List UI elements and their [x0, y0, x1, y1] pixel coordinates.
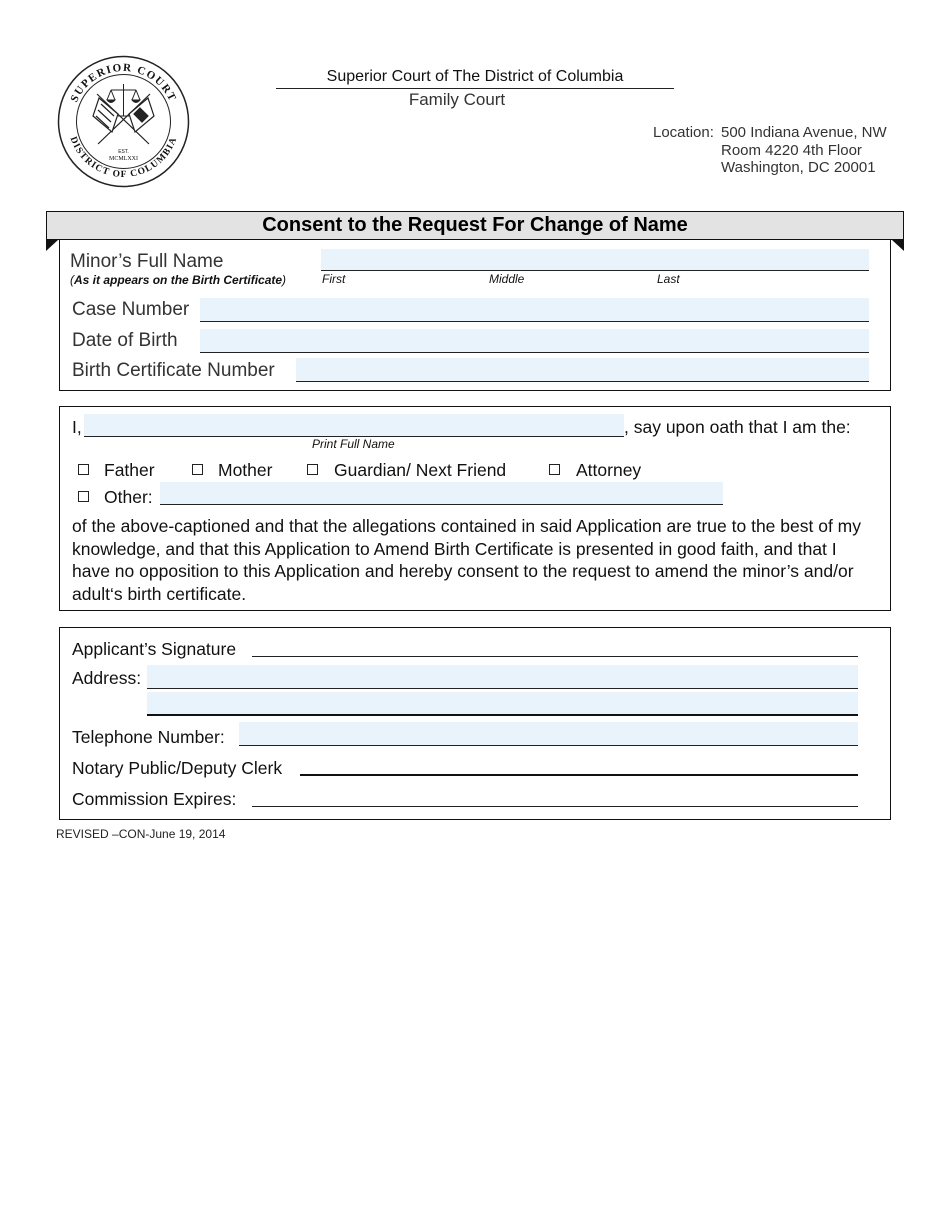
middle-name-caption: Middle [489, 272, 525, 286]
seal-est: EST. [118, 149, 129, 155]
notary-signature-line[interactable] [300, 758, 858, 776]
address-input-line-2[interactable] [147, 692, 858, 716]
case-number-label: Case Number [72, 299, 190, 320]
location-label: Location: [653, 124, 714, 141]
address-line-1: 500 Indiana Avenue, NW [721, 124, 887, 141]
applicant-signature-line[interactable] [252, 640, 858, 657]
telephone-label: Telephone Number: [72, 727, 225, 747]
seal-top-text: SUPERIOR COURT [68, 61, 179, 105]
address-line-3: Washington, DC 20001 [721, 159, 876, 176]
father-label: Father [104, 460, 155, 480]
seal-year: MCMLXXI [108, 156, 139, 162]
revision-note: REVISED –CON-June 19, 2014 [56, 827, 226, 841]
guardian-label: Guardian/ Next Friend [334, 460, 507, 480]
date-of-birth-label: Date of Birth [72, 330, 178, 351]
court-name: Superior Court of The District of Columbia [276, 68, 674, 89]
court-location [653, 124, 887, 177]
commission-expires-line[interactable] [252, 789, 858, 807]
case-number-input[interactable] [200, 298, 869, 322]
title-corner-right [892, 240, 904, 251]
attorney-label: Attorney [576, 460, 642, 480]
birth-certificate-note: (As it appears on the Birth Certificate) [70, 273, 287, 287]
oath-i-label: I, [72, 417, 82, 437]
commission-expires-label: Commission Expires: [72, 789, 237, 809]
other-checkbox[interactable] [78, 491, 89, 502]
court-division: Family Court [408, 90, 506, 109]
minor-full-name-input[interactable] [321, 249, 869, 271]
minor-full-name-label: Minor’s Full Name [70, 251, 224, 272]
father-checkbox[interactable] [78, 464, 89, 475]
mother-label: Mother [218, 460, 273, 480]
print-full-name-caption: Print Full Name [312, 437, 395, 451]
mother-checkbox[interactable] [192, 464, 203, 475]
other-input[interactable] [160, 482, 723, 505]
address-input-line-1[interactable] [147, 665, 858, 689]
address-label: Address: [72, 668, 142, 688]
address-line-2: Room 4220 4th Floor [721, 141, 862, 159]
date-of-birth-input[interactable] [200, 329, 869, 353]
seal-bottom-text: DISTRICT OF COLUMBIA [67, 135, 180, 181]
birth-certificate-number-input[interactable] [296, 358, 869, 382]
last-name-caption: Last [657, 272, 680, 286]
title-corner-left [46, 240, 58, 251]
attorney-checkbox[interactable] [549, 464, 560, 475]
notary-label: Notary Public/Deputy Clerk [72, 758, 283, 778]
oath-statement: , say upon oath that I am the: [624, 417, 851, 437]
telephone-input[interactable] [239, 722, 858, 746]
applicant-signature-label: Applicant’s Signature [72, 639, 237, 659]
print-full-name-input[interactable] [84, 414, 624, 437]
first-name-caption: First [322, 272, 346, 286]
guardian-checkbox[interactable] [307, 464, 318, 475]
birth-certificate-number-label: Birth Certificate Number [72, 360, 275, 381]
other-label: Other: [104, 487, 153, 507]
form-title: Consent to the Request For Change of Name [46, 211, 904, 240]
court-seal-logo [56, 54, 191, 189]
oath-paragraph: of the above-captioned and that the allegations contained in said Application are true to the best of my knowledge, and that this Application to Amend Birth Certificate is presented in good faith, and that I have no opposition to this Application and hereby consent to the request to amend the minor’s and/or adult‘s birth certificate. [72, 516, 862, 604]
